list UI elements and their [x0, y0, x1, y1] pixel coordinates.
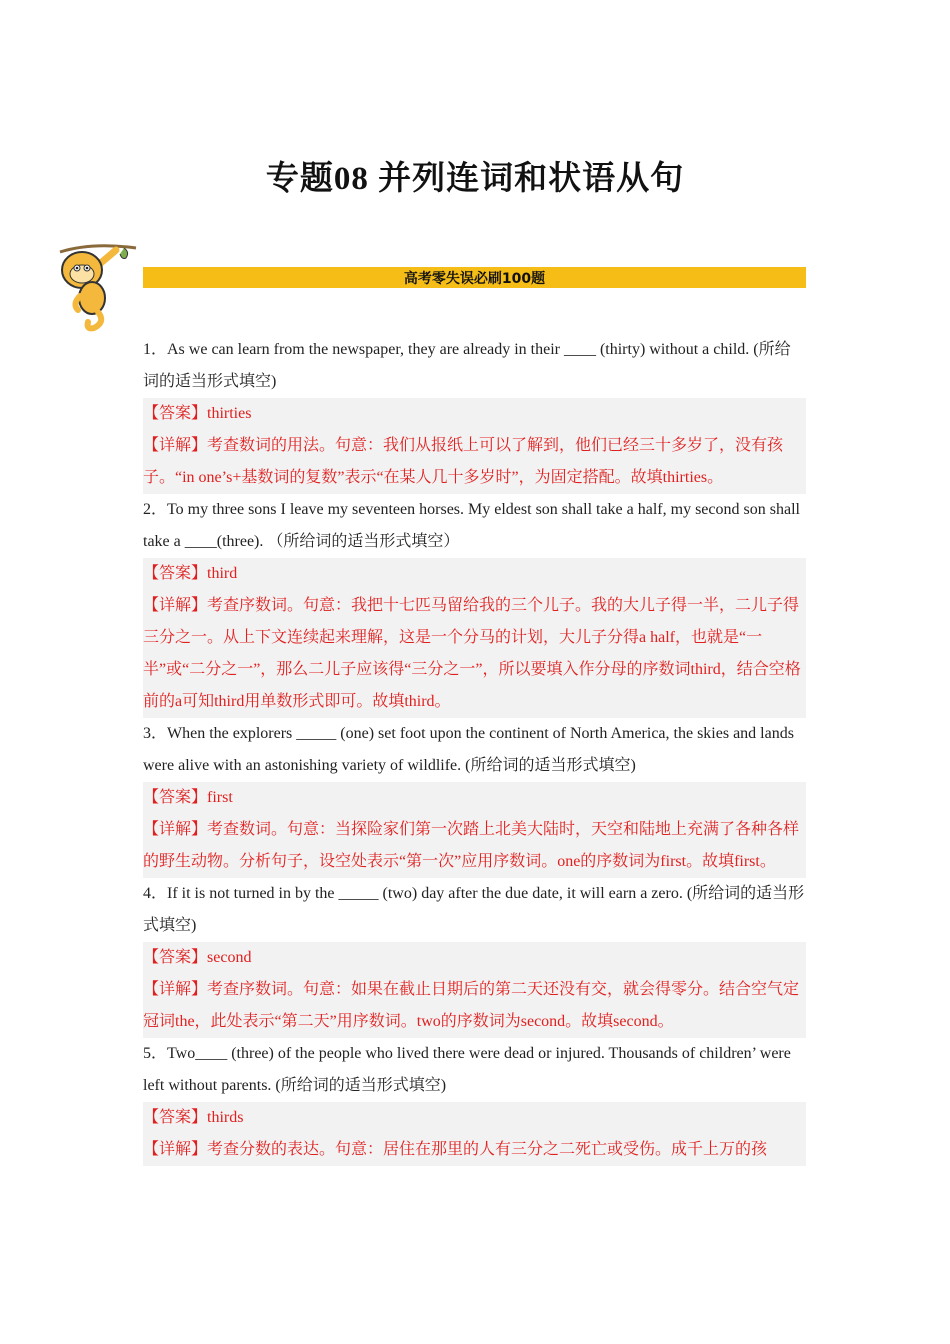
page-title: 专题08 并列连词和状语从句	[265, 161, 685, 197]
detail-tag: 【详解】	[143, 981, 208, 998]
detail-line	[143, 814, 806, 878]
question-text: 2．To my three sons I leave my seventeen horses. My eldest son shall take a half, my second son shall take a ____(three). （所给词的适当形式填空）	[143, 501, 800, 550]
detail-line	[143, 1134, 806, 1166]
answer-tag: 【答案】	[143, 949, 208, 966]
section-banner: 高考零失误必刷100题	[143, 267, 806, 288]
detail-line	[143, 430, 806, 494]
answer-line	[143, 1102, 806, 1134]
answer-block	[143, 782, 806, 878]
answer-tag: 【答案】	[143, 1109, 208, 1126]
answer-line	[143, 558, 806, 590]
detail-line	[143, 590, 806, 718]
detail-tag: 【详解】	[143, 1141, 208, 1158]
answer-block	[143, 398, 806, 494]
detail-line	[143, 974, 806, 1038]
detail-tag: 【详解】	[143, 437, 208, 454]
answer-block	[143, 942, 806, 1038]
detail-text: 考查数词的用法。句意：我们从报纸上可以了解到，他们已经三十多岁了，没有孩子。“in one’s+基数词的复数”表示“在某人几十多岁时”，为固定搭配。故填thirties。	[143, 437, 784, 486]
answer-tag: 【答案】	[143, 789, 208, 806]
question-text: 3．When the explorers _____ (one) set foot upon the continent of North America, the skies and lands were alive with an astonishing variety of wildlife. (所给词的适当形式填空)	[143, 725, 794, 774]
detail-tag: 【详解】	[143, 821, 208, 838]
answer-line	[143, 942, 806, 974]
answer-block	[143, 558, 806, 718]
answer-tag: 【答案】	[143, 565, 208, 582]
answer-line	[143, 782, 806, 814]
answer-value: third	[207, 565, 238, 582]
question-text: 5．Two____ (three) of the people who lived there were dead or injured. Thousands of children’ were left without parents. (所给词的适当形式填空)	[143, 1045, 791, 1094]
answer-value: thirties	[207, 405, 252, 422]
detail-text: 考查数词。句意：当探险家们第一次踏上北美大陆时，天空和陆地上充满了各种各样的野生动物。分析句子，设空处表示“第一次”应用序数词。one的序数词为first。故填first。	[143, 821, 800, 870]
detail-text: 考查序数词。句意：我把十七匹马留给我的三个儿子。我的大儿子得一半，二儿子得三分之一。从上下文连续起来理解，这是一个分马的计划，大儿子分得a half，也就是“一半”或“二分之一”，那么二儿子应该得“三分之一”，所以要填入作分母的序数词third，结合空格前的a可知third用单数形式即可。故填third。	[143, 597, 801, 710]
monkey-mascot-icon	[52, 240, 142, 332]
answer-block	[143, 1102, 806, 1166]
answer-value: second	[207, 949, 252, 966]
answer-value: first	[207, 789, 233, 806]
answer-value: thirds	[207, 1109, 244, 1126]
answer-line	[143, 398, 806, 430]
detail-text: 考查分数的表达。句意：居住在那里的人有三分之二死亡或受伤。成千上万的孩	[207, 1141, 768, 1158]
question-text: 1．As we can learn from the newspaper, they are already in their ____ (thirty) without a child. (所给词的适当形式填空)	[143, 341, 791, 390]
question-list	[143, 334, 806, 1166]
answer-tag: 【答案】	[143, 405, 208, 422]
question-text: 4．If it is not turned in by the _____ (two) day after the due date, it will earn a zero. (所给词的适当形式填空)	[143, 885, 805, 934]
detail-text: 考查序数词。句意：如果在截止日期后的第二天还没有交，就会得零分。结合空气定冠词the，此处表示“第二天”用序数词。two的序数词为second。故填second。	[143, 981, 800, 1030]
detail-tag: 【详解】	[143, 597, 208, 614]
